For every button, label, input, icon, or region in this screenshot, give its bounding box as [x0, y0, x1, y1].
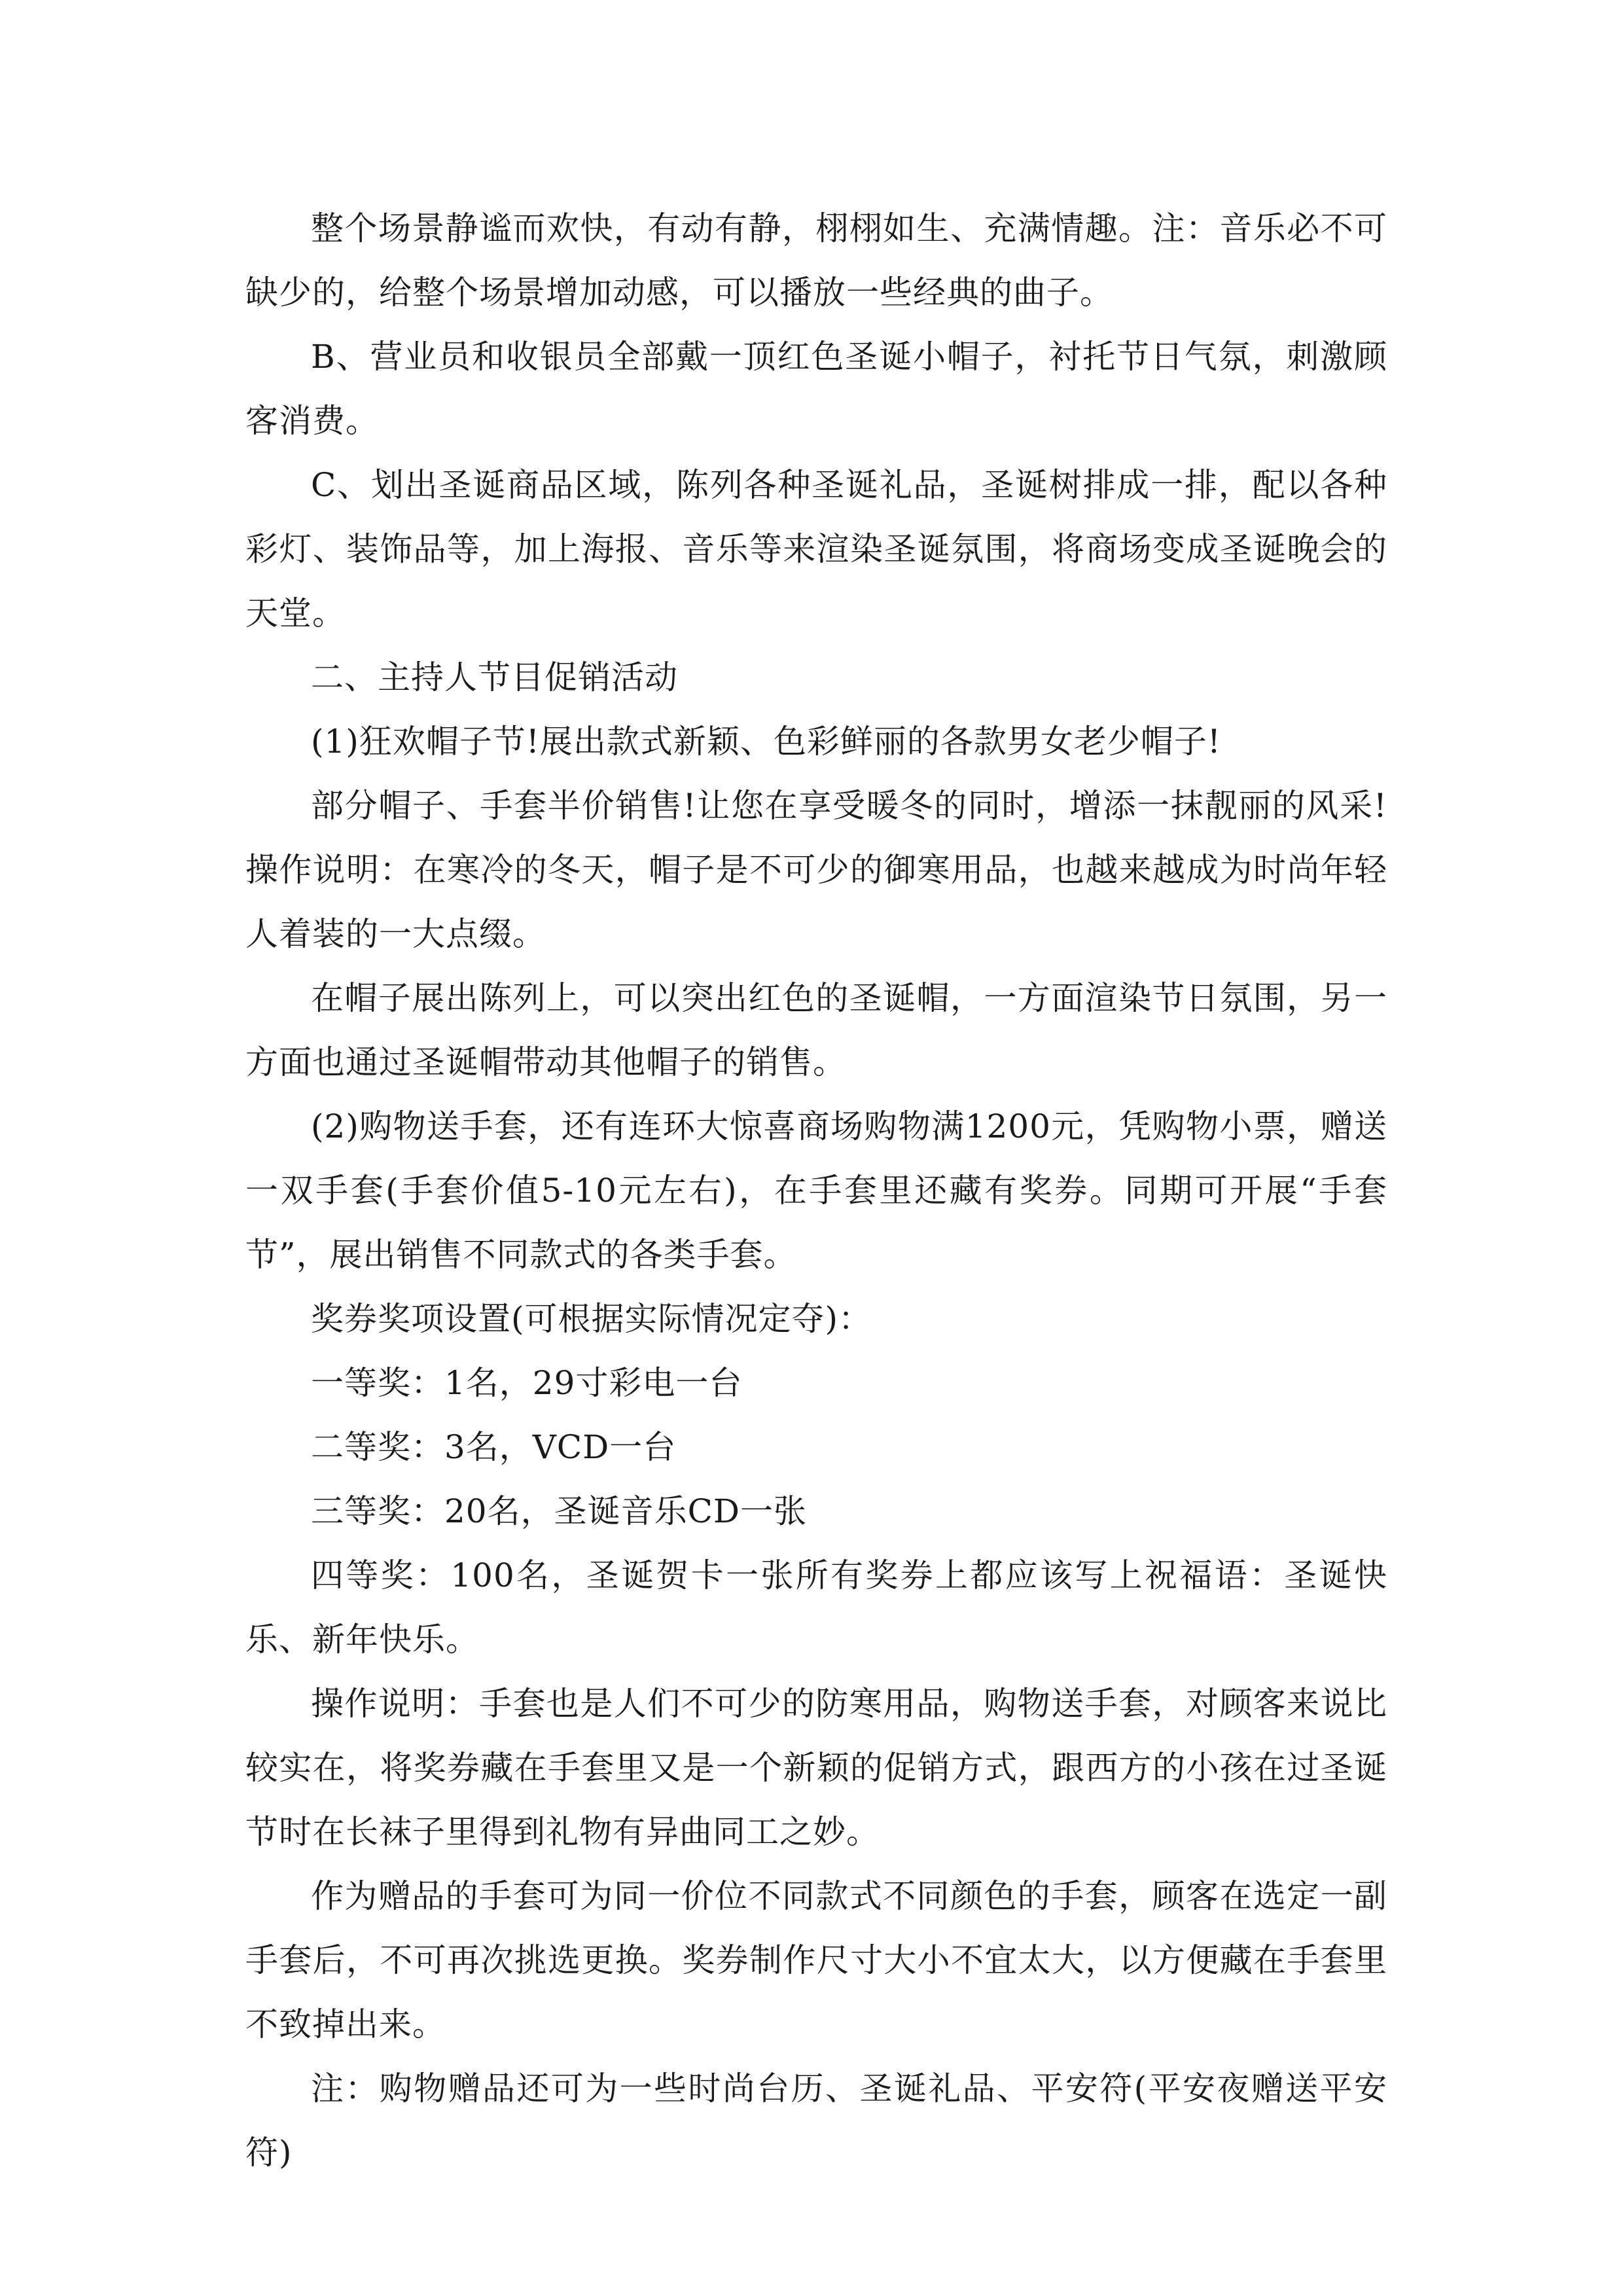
section-heading-host-promotion: 二、主持人节目促销活动	[311, 658, 678, 696]
prize-second: 二等奖：3名，VCD一台	[311, 1428, 677, 1466]
paragraph-glove-gift: (2)购物送手套，还有连环大惊喜商场购物满1200元，凭购物小票，赠送一双手套(手套价值5-10元左右)，在手套里还藏有奖券。同期可开展“手套节”，展出销售不同款式的各类手套。	[245, 1107, 1387, 1274]
paragraph-half-price: 部分帽子、手套半价销售!让您在享受暖冬的同时，增添一抹靓丽的风采!操作说明：在寒冷的冬天，帽子是不可少的御寒用品，也越来越成为时尚年轻人着装的一大点缀。	[245, 787, 1387, 953]
paragraph-gift-note: 注：购物赠品还可为一些时尚台历、圣诞礼品、平安符(平安夜赠送平安符)	[245, 2070, 1387, 2172]
prize-first: 一等奖：1名，29寸彩电一台	[311, 1364, 743, 1402]
prize-fourth: 四等奖：100名，圣诞贺卡一张所有奖券上都应该写上祝福语：圣诞快乐、新年快乐。	[245, 1556, 1387, 1659]
paragraph-gift-gloves: 作为赠品的手套可为同一价位不同款式不同颜色的手套，顾客在选定一副手套后，不可再次挑选更换。奖券制作尺寸大小不宜太大，以方便藏在手套里不致掉出来。	[245, 1877, 1387, 2043]
document-body	[245, 196, 1387, 2185]
prize-third: 三等奖：20名，圣诞音乐CD一张	[311, 1492, 807, 1530]
paragraph-hat-festival: (1)狂欢帽子节!展出款式新颖、色彩鲜丽的各款男女老少帽子!	[311, 723, 1222, 761]
paragraph-scene-description: 整个场景静谧而欢快，有动有静，栩栩如生、充满情趣。注：音乐必不可缺少的，给整个场景增加动感，可以播放一些经典的曲子。	[245, 209, 1387, 312]
paragraph-prize-settings: 奖券奖项设置(可根据实际情况定夺)：	[311, 1300, 872, 1338]
paragraph-hat-display: 在帽子展出陈列上，可以突出红色的圣诞帽，一方面渲染节日氛围，另一方面也通过圣诞帽带动其他帽子的销售。	[245, 979, 1387, 1081]
paragraph-operation-note: 操作说明：手套也是人们不可少的防寒用品，购物送手套，对顾客来说比较实在，将奖券藏在手套里又是一个新颖的促销方式，跟西方的小孩在过圣诞节时在长袜子里得到礼物有异曲同工之妙。	[245, 1685, 1387, 1851]
paragraph-staff-hats: B、营业员和收银员全部戴一顶红色圣诞小帽子，衬托节日气氛，刺激顾客消费。	[245, 338, 1387, 440]
paragraph-christmas-zone: C、划出圣诞商品区域，陈列各种圣诞礼品，圣诞树排成一排，配以各种彩灯、装饰品等，加上海报、音乐等来渲染圣诞氛围，将商场变成圣诞晚会的天堂。	[245, 466, 1387, 632]
